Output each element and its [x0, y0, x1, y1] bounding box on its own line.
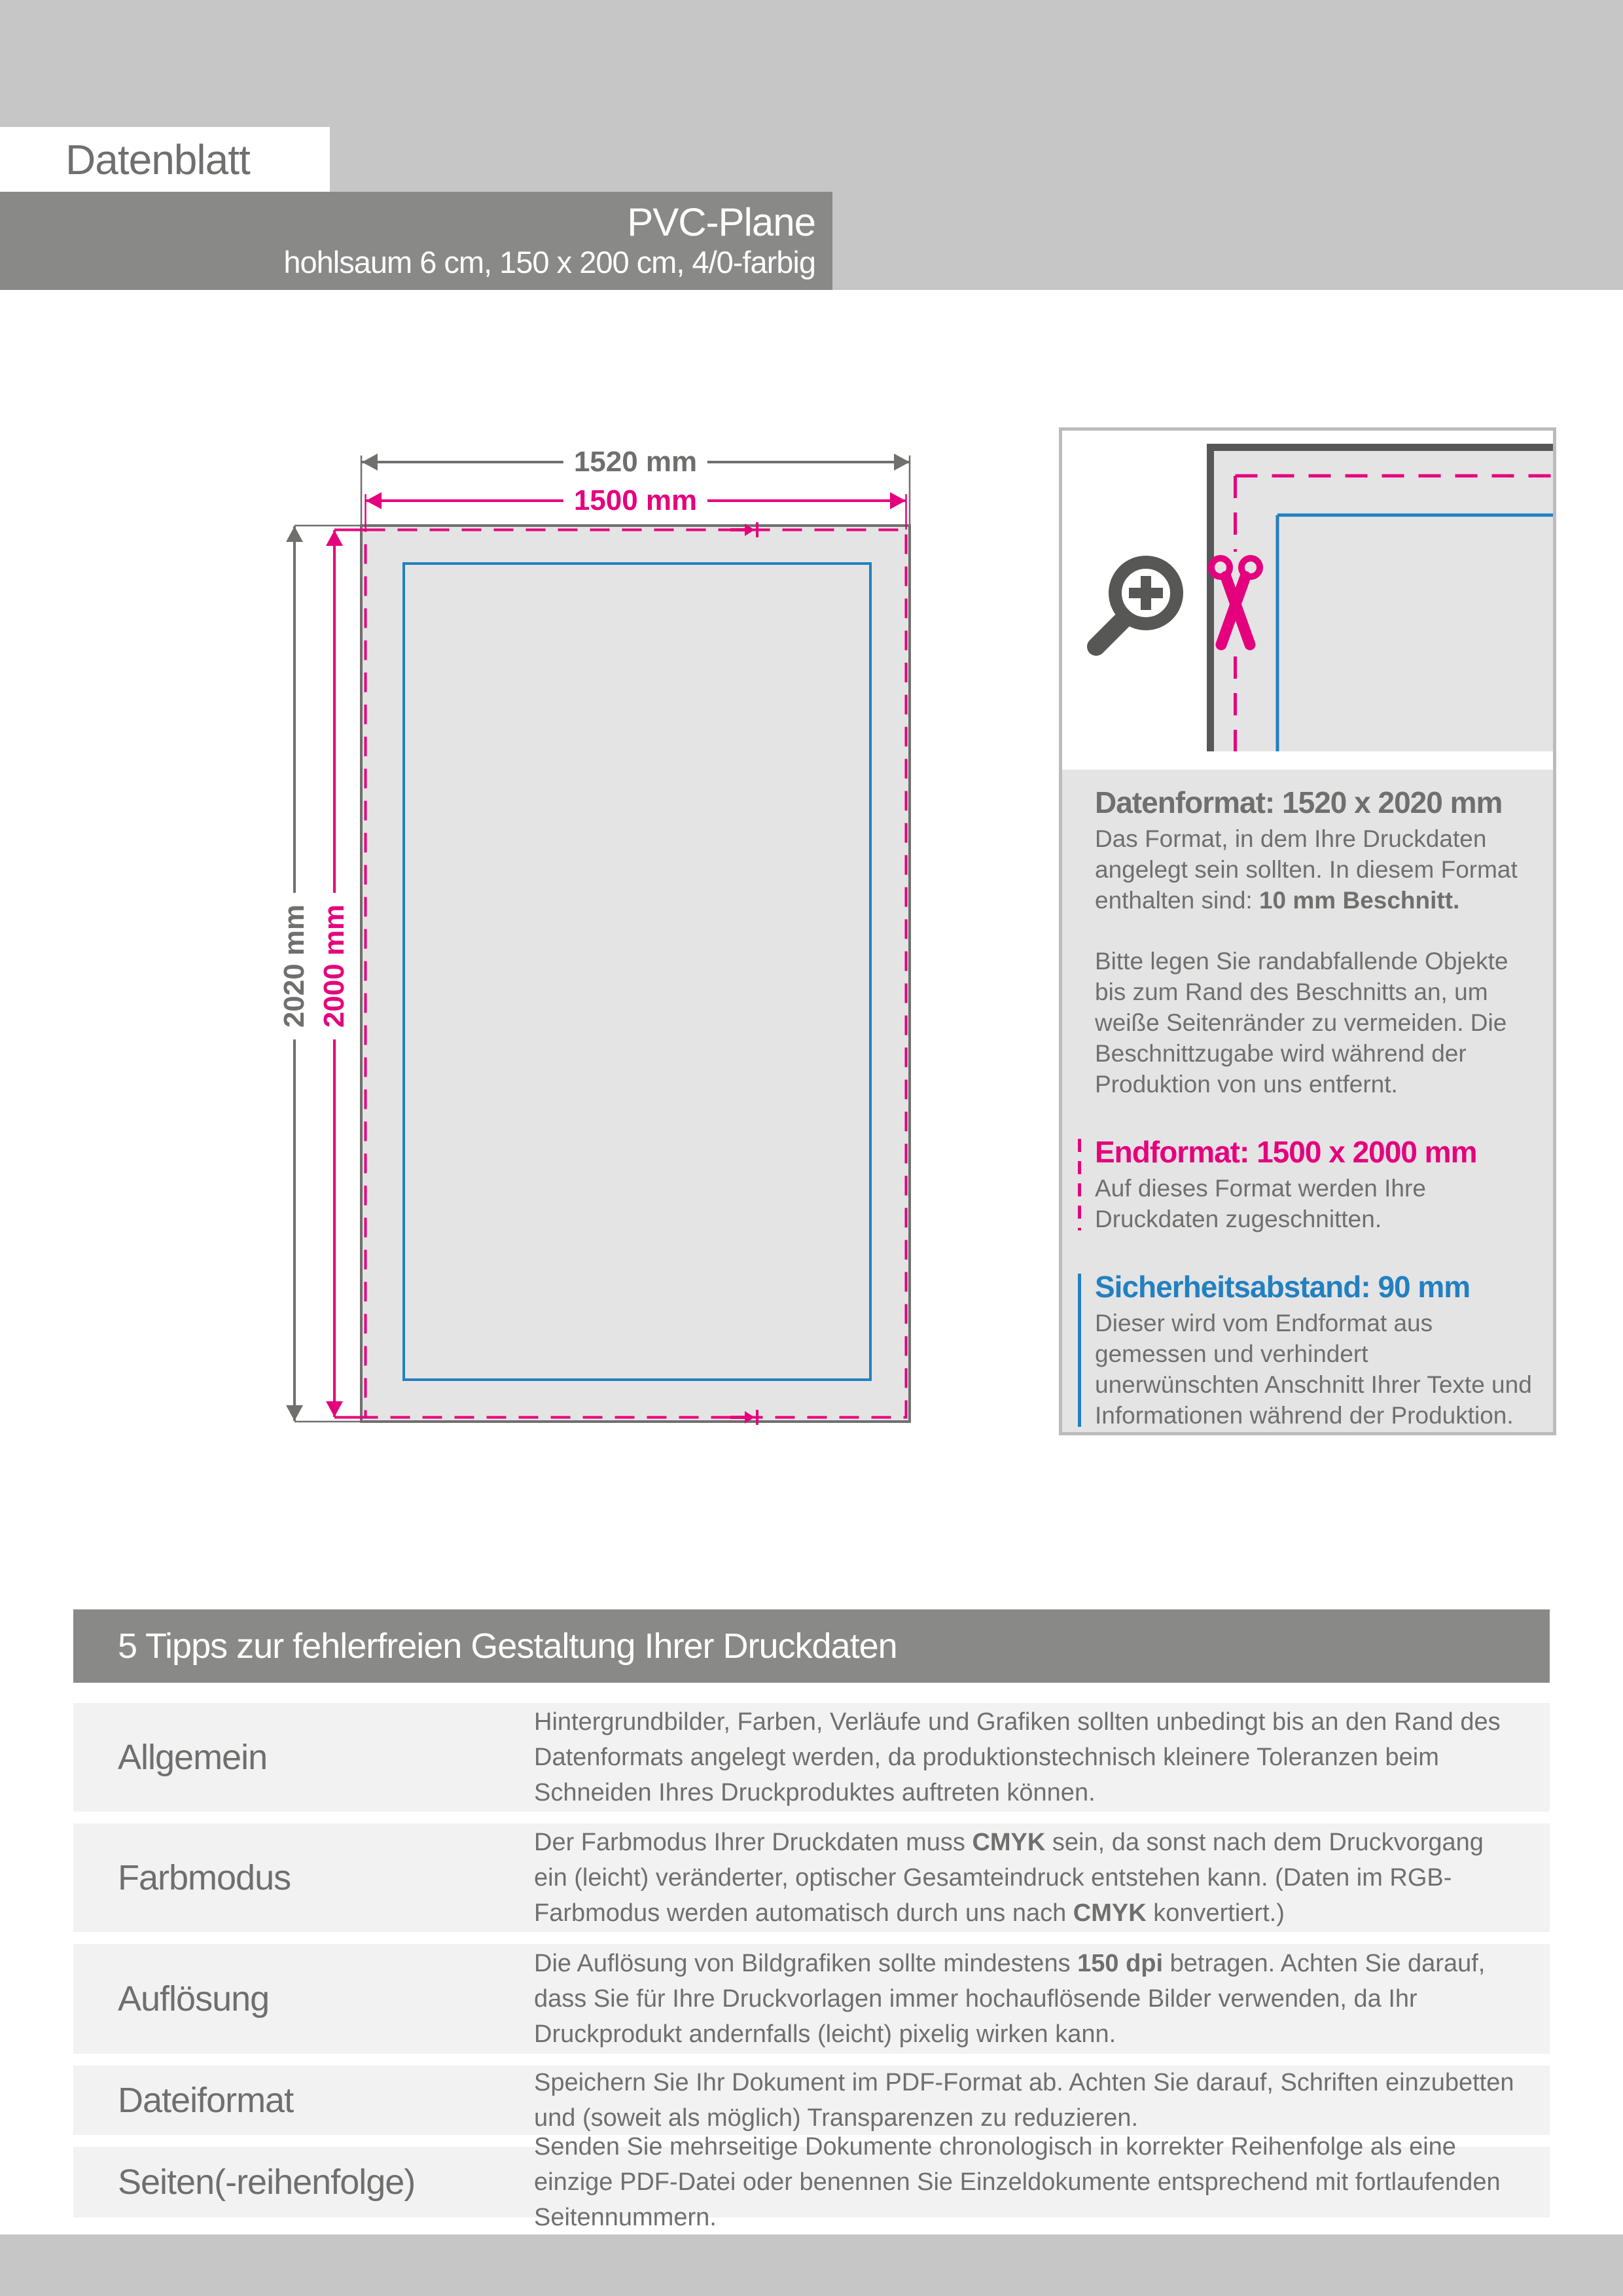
product-title-band: [0, 192, 832, 290]
sicherheitsabstand-heading: Sicherheitsabstand: 90 mm: [1095, 1270, 1471, 1304]
tip-row-dateiformat: [73, 2066, 1550, 2135]
tip-body: Speichern Sie Ihr Dokument im PDF-Format ab. Achten Sie darauf, Schriften einzubetten und (soweit als möglich) Transparenzen zu reduzieren.: [534, 2069, 1514, 2132]
sicherheitsabstand-block: [1095, 1270, 1536, 1431]
dim-label-inner-width: 1500 mm: [563, 483, 707, 518]
tip-body: Hintergrundbilder, Farben, Verläufe und Grafiken sollten unbedingt bis an den Rand des Datenformats angelegt werden, da produktionstechnisch kleinere Toleranzen beim Schneiden Ihres Druckproduktes auftreten können.: [534, 1708, 1501, 1806]
scissors-icon: [1211, 558, 1260, 645]
cut-line-dashed: [1236, 476, 1554, 751]
tip-row-allgemein: [73, 1703, 1550, 1812]
tips-header-band: [73, 1609, 1550, 1683]
tip-body: Der Farbmodus Ihrer Druckdaten muss CMYK sein, da sonst nach dem Druckvorgang ein (leicht) veränderter, optischer Gesamteindruck entstehen kann. (Daten im RGB-Farbmodus werden automatisch durch uns nach CMYK konvertiert.): [534, 1829, 1484, 1927]
tip-label: Seiten(-reihenfolge): [118, 2162, 416, 2202]
tip-body: Die Auflösung von Bildgrafiken sollte mindestens 150 dpi betragen. Achten Sie darauf, dass Sie für Ihre Druckvorlagen immer hochauflösende Bilder verwenden, da Ihr Druckprodukt andernfalls (leicht) pixelig wirken kann.: [534, 1950, 1486, 2048]
tip-row-aufloesung: [73, 1944, 1550, 2054]
tip-label: Dateiformat: [118, 2081, 294, 2120]
tip-row-seitenreihenfolge: [73, 2133, 1550, 2231]
format-diagram: [249, 419, 969, 1466]
tip-body: Senden Sie mehrseitige Dokumente chronologisch in korrekter Reihenfolge als eine einzige PDF-Datei oder benennen Sie Einzeldokumente entsprechend mit fortlaufenden Seitennummern.: [534, 2133, 1501, 2231]
endformat-heading: Endformat: 1500 x 2000 mm: [1095, 1135, 1477, 1169]
safety-line: [1277, 515, 1553, 751]
detail-illustration: [1062, 431, 1553, 770]
datenblatt-label: Datenblatt: [65, 135, 250, 183]
tip-label: Allgemein: [118, 1738, 268, 1777]
format-info-text: [1062, 770, 1553, 1432]
datenformat-para1: Das Format, in dem Ihre Druckdaten angelegt sein sollten. In diesem Format enthalten sind: 10 mm Beschnitt.: [1095, 825, 1518, 914]
magnifier-icon: [1096, 562, 1177, 647]
datenformat-rect: [361, 526, 910, 1422]
tip-label: Auflösung: [118, 1979, 270, 2018]
bottom-gray-band: [0, 2234, 1623, 2296]
datenformat-para2: Bitte legen Sie randabfallende Objekte bis zum Rand des Beschnitts an, um weiße Seitenränder zu vermeiden. Die Beschnittzugabe wird während der Produktion von uns entfernt.: [1095, 948, 1508, 1098]
product-subtitle: hohlsaum 6 cm, 150 x 200 cm, 4/0-farbig: [283, 245, 815, 279]
tip-label: Farbmodus: [118, 1858, 291, 1897]
tip-row-farbmodus: [73, 1823, 1550, 1932]
datenblatt-label-box: [0, 127, 330, 192]
endformat-block: [1095, 1135, 1536, 1234]
dim-label-outer-height: 2020 mm: [277, 893, 312, 1039]
datenformat-heading: Datenformat: 1520 x 2020 mm: [1095, 785, 1503, 819]
product-title: PVC-Plane: [627, 200, 815, 244]
endformat-marker-line: [1078, 1139, 1081, 1230]
dim-label-inner-height: 2000 mm: [317, 893, 352, 1039]
tips-title: 5 Tipps zur fehlerfreien Gestaltung Ihrer Druckdaten: [118, 1626, 897, 1666]
sicherheitsabstand-para: Dieser wird vom Endformat aus gemessen und verhindert unerwünschten Anschnitt Ihrer Texte und Informationen während der Produktion.: [1095, 1310, 1532, 1429]
info-panel: [1059, 427, 1556, 1435]
dim-label-outer-width: 1520 mm: [563, 444, 707, 480]
endformat-para: Auf dieses Format werden Ihre Druckdaten zugeschnitten.: [1095, 1175, 1426, 1232]
sicherheitsabstand-marker-line: [1078, 1274, 1081, 1427]
